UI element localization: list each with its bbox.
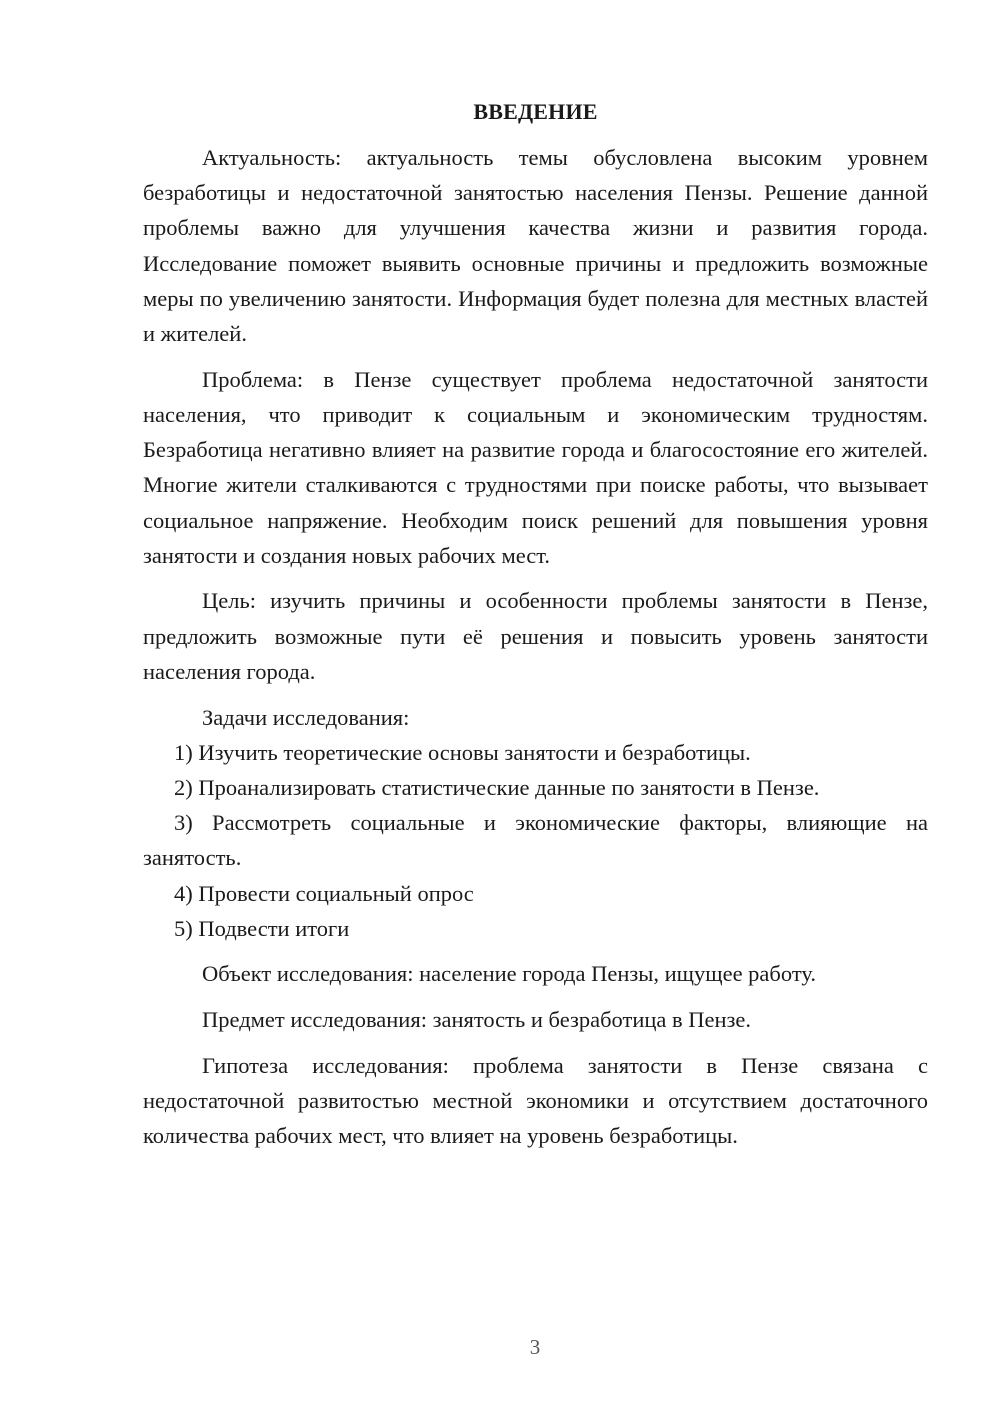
tasks-heading: Задачи исследования: — [202, 704, 410, 730]
hypothesis-paragraph: Гипотеза исследования: проблема занятости в Пензе связана с недостаточной развитостью местной экономики и отсутствием достаточного количества рабочих мест, что влияет на уровень безработицы. — [143, 1052, 928, 1149]
list-item: 3) Рассмотреть социальные и экономические факторы, влияющие на занятость. — [143, 810, 928, 871]
subject-paragraph: Предмет исследования: занятость и безработица в Пензе. — [202, 1007, 752, 1033]
list-item: 2) Проанализировать статистические данные по занятости в Пензе. — [174, 774, 820, 800]
list-item: 1) Изучить теоретические основы занятости и безработицы. — [174, 739, 751, 765]
object-paragraph: Объект исследования: население города Пензы, ищущее работу. — [202, 961, 816, 987]
relevance-paragraph: Актуальность: актуальность темы обусловлена высоким уровнем безработицы и недостаточной занятостью населения Пензы. Решение данной проблемы важно для улучшения качества жизни и развития города. Исследование поможет выявить основные причины и предложить возможные меры по увеличению занятости. Информация будет полезна для местных властей и жителей. — [143, 145, 928, 347]
list-item: 5) Подвести итоги — [174, 915, 350, 941]
document-page — [143, 94, 928, 1153]
list-item: 4) Провести социальный опрос — [174, 880, 474, 906]
goal-paragraph: Цель: изучить причины и особенности проблемы занятости в Пензе, предложить возможные пути её решения и повысить уровень занятости населения города. — [143, 588, 928, 684]
problem-paragraph: Проблема: в Пензе существует проблема недостаточной занятости населения, что приводит к социальным и экономическим трудностям. Безработица негативно влияет на развитие города и благосостояние его жителей. Многие жители сталкиваются с трудностями при поиске работы, что вызывает социальное напряжение. Необходим поиск решений для повышения уровня занятости и создания новых рабочих мест. — [143, 366, 928, 568]
page-title: ВВЕДЕНИЕ — [473, 99, 598, 124]
page-number: 3 — [529, 1335, 541, 1359]
